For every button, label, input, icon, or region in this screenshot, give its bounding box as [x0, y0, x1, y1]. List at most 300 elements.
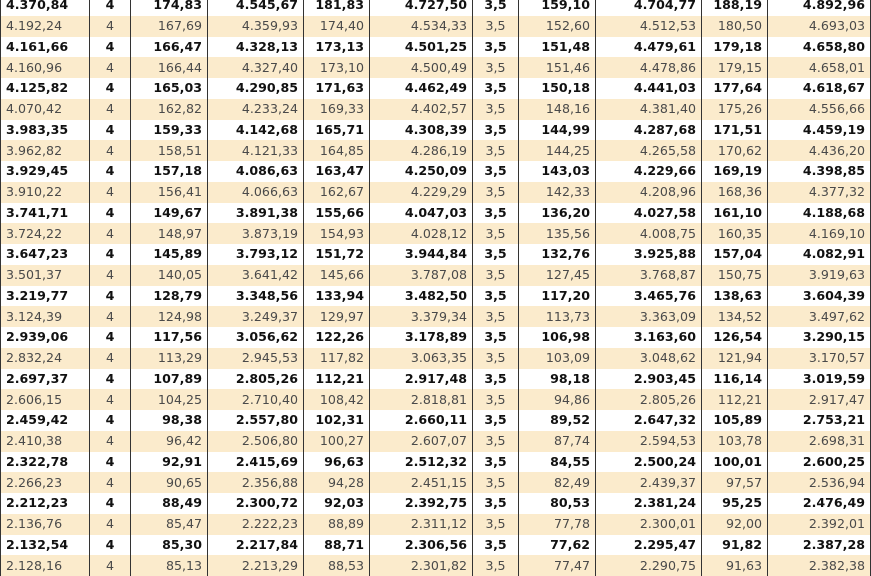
table-cell: 2.753,21 — [768, 410, 871, 431]
table-cell: 4.370,84 — [1, 0, 90, 16]
table-cell: 2.415,69 — [208, 452, 304, 473]
table-cell: 157,18 — [131, 161, 208, 182]
table-cell: 3.647,23 — [1, 244, 90, 265]
table-cell: 4 — [90, 555, 131, 576]
table-cell: 116,14 — [702, 369, 768, 390]
table-row — [1, 265, 871, 286]
table-cell: 4.327,40 — [208, 57, 304, 78]
table-cell: 154,93 — [304, 223, 370, 244]
table-row — [1, 535, 871, 556]
table-cell: 3,5 — [473, 265, 519, 286]
table-cell: 165,03 — [131, 78, 208, 99]
table-cell: 4.290,85 — [208, 78, 304, 99]
table-cell: 126,54 — [702, 327, 768, 348]
table-cell: 127,45 — [519, 265, 596, 286]
table-cell: 3,5 — [473, 0, 519, 16]
table-cell: 3.919,63 — [768, 265, 871, 286]
table-cell: 135,56 — [519, 223, 596, 244]
table-cell: 2.939,06 — [1, 327, 90, 348]
table-cell: 188,19 — [702, 0, 768, 16]
table-cell: 4.169,10 — [768, 223, 871, 244]
table-row — [1, 514, 871, 535]
table-cell: 3,5 — [473, 99, 519, 120]
table-row — [1, 410, 871, 431]
table-row — [1, 286, 871, 307]
table-cell: 2.217,84 — [208, 535, 304, 556]
table-cell: 4.359,93 — [208, 16, 304, 37]
table-cell: 177,64 — [702, 78, 768, 99]
table-cell: 97,57 — [702, 472, 768, 493]
table-cell: 3,5 — [473, 514, 519, 535]
table-cell: 173,10 — [304, 57, 370, 78]
table-row — [1, 0, 871, 16]
table-row — [1, 452, 871, 473]
table-row — [1, 306, 871, 327]
table-cell: 2.222,23 — [208, 514, 304, 535]
table-cell: 113,73 — [519, 306, 596, 327]
table-cell: 90,65 — [131, 472, 208, 493]
table-cell: 4.704,77 — [596, 0, 702, 16]
table-cell: 2.805,26 — [596, 389, 702, 410]
table-cell: 2.594,53 — [596, 431, 702, 452]
table-cell: 2.917,47 — [768, 389, 871, 410]
table-cell: 4 — [90, 431, 131, 452]
table-cell: 3.063,35 — [370, 348, 473, 369]
table-cell: 3.497,62 — [768, 306, 871, 327]
table-cell: 3,5 — [473, 223, 519, 244]
table-cell: 2.136,76 — [1, 514, 90, 535]
table-cell: 2.647,32 — [596, 410, 702, 431]
table-cell: 170,62 — [702, 140, 768, 161]
table-cell: 132,76 — [519, 244, 596, 265]
table-cell: 4.501,25 — [370, 37, 473, 58]
table-cell: 96,42 — [131, 431, 208, 452]
table-cell: 4 — [90, 452, 131, 473]
table-cell: 106,98 — [519, 327, 596, 348]
table-cell: 77,78 — [519, 514, 596, 535]
table-cell: 4.459,19 — [768, 120, 871, 141]
table-cell: 4.233,24 — [208, 99, 304, 120]
table-cell: 2.356,88 — [208, 472, 304, 493]
table-cell: 4.142,68 — [208, 120, 304, 141]
table-cell: 4 — [90, 493, 131, 514]
table-cell: 2.607,07 — [370, 431, 473, 452]
table-cell: 3,5 — [473, 369, 519, 390]
table-cell: 4.308,39 — [370, 120, 473, 141]
table-row — [1, 140, 871, 161]
table-cell: 3,5 — [473, 493, 519, 514]
table-cell: 4.658,80 — [768, 37, 871, 58]
table-cell: 88,71 — [304, 535, 370, 556]
table-cell: 3.793,12 — [208, 244, 304, 265]
table-cell: 4 — [90, 99, 131, 120]
table-row — [1, 203, 871, 224]
table-row — [1, 348, 871, 369]
table-cell: 3,5 — [473, 120, 519, 141]
table-cell: 165,71 — [304, 120, 370, 141]
table-cell: 4.545,67 — [208, 0, 304, 16]
table-cell: 3,5 — [473, 327, 519, 348]
table-cell: 151,72 — [304, 244, 370, 265]
table-cell: 2.306,56 — [370, 535, 473, 556]
table-cell: 151,46 — [519, 57, 596, 78]
table-cell: 2.698,31 — [768, 431, 871, 452]
table-row — [1, 389, 871, 410]
table-cell: 158,51 — [131, 140, 208, 161]
table-cell: 2.290,75 — [596, 555, 702, 576]
table-row — [1, 223, 871, 244]
table-cell: 4.125,82 — [1, 78, 90, 99]
table-cell: 4.556,66 — [768, 99, 871, 120]
table-cell: 3.178,89 — [370, 327, 473, 348]
table-cell: 145,89 — [131, 244, 208, 265]
table-row — [1, 431, 871, 452]
table-cell: 4 — [90, 244, 131, 265]
table-cell: 4 — [90, 410, 131, 431]
table-cell: 103,09 — [519, 348, 596, 369]
table-cell: 4.070,42 — [1, 99, 90, 120]
table-cell: 179,18 — [702, 37, 768, 58]
table-cell: 4.381,40 — [596, 99, 702, 120]
table-cell: 4 — [90, 265, 131, 286]
table-cell: 4.287,68 — [596, 120, 702, 141]
table-cell: 4.658,01 — [768, 57, 871, 78]
table-cell: 4 — [90, 514, 131, 535]
table-cell: 2.903,45 — [596, 369, 702, 390]
table-cell: 2.132,54 — [1, 535, 90, 556]
table-cell: 3.925,88 — [596, 244, 702, 265]
table-cell: 4.478,86 — [596, 57, 702, 78]
table-cell: 4 — [90, 348, 131, 369]
table-cell: 4.265,58 — [596, 140, 702, 161]
table-cell: 140,05 — [131, 265, 208, 286]
table-cell: 169,19 — [702, 161, 768, 182]
table-cell: 4 — [90, 286, 131, 307]
table-cell: 77,62 — [519, 535, 596, 556]
table-cell: 4.402,57 — [370, 99, 473, 120]
table-cell: 80,53 — [519, 493, 596, 514]
table-cell: 4.082,91 — [768, 244, 871, 265]
table-cell: 3,5 — [473, 472, 519, 493]
table-row — [1, 555, 871, 576]
table-cell: 3,5 — [473, 431, 519, 452]
table-cell: 91,63 — [702, 555, 768, 576]
table-cell: 113,29 — [131, 348, 208, 369]
table-cell: 107,89 — [131, 369, 208, 390]
table-cell: 85,13 — [131, 555, 208, 576]
table-cell: 3,5 — [473, 16, 519, 37]
table-cell: 2.557,80 — [208, 410, 304, 431]
table-cell: 2.295,47 — [596, 535, 702, 556]
table-cell: 3.249,37 — [208, 306, 304, 327]
table-cell: 94,28 — [304, 472, 370, 493]
table-cell: 149,67 — [131, 203, 208, 224]
table-cell: 3.787,08 — [370, 265, 473, 286]
table-cell: 3.910,22 — [1, 182, 90, 203]
table-cell: 92,91 — [131, 452, 208, 473]
table-cell: 2.300,01 — [596, 514, 702, 535]
table-cell: 2.301,82 — [370, 555, 473, 576]
table-cell: 4.086,63 — [208, 161, 304, 182]
table-cell: 2.381,24 — [596, 493, 702, 514]
table-cell: 4.208,96 — [596, 182, 702, 203]
table-body — [1, 0, 871, 576]
table-row — [1, 161, 871, 182]
table-cell: 2.439,37 — [596, 472, 702, 493]
table-cell: 4.436,20 — [768, 140, 871, 161]
table-row — [1, 472, 871, 493]
table-cell: 4 — [90, 140, 131, 161]
table-cell: 4.047,03 — [370, 203, 473, 224]
table-cell: 162,82 — [131, 99, 208, 120]
table-row — [1, 182, 871, 203]
table-cell: 3.465,76 — [596, 286, 702, 307]
table-cell: 3,5 — [473, 389, 519, 410]
table-cell: 2.606,15 — [1, 389, 90, 410]
table-cell: 4.008,75 — [596, 223, 702, 244]
table-cell: 3.962,82 — [1, 140, 90, 161]
table-cell: 117,82 — [304, 348, 370, 369]
table-cell: 4.479,61 — [596, 37, 702, 58]
table-cell: 2.392,75 — [370, 493, 473, 514]
table-cell: 88,53 — [304, 555, 370, 576]
table-cell: 4.160,96 — [1, 57, 90, 78]
table-cell: 2.600,25 — [768, 452, 871, 473]
table-cell: 3.741,71 — [1, 203, 90, 224]
table-cell: 3.768,87 — [596, 265, 702, 286]
table-cell: 181,83 — [304, 0, 370, 16]
table-cell: 3.929,45 — [1, 161, 90, 182]
table-cell: 2.917,48 — [370, 369, 473, 390]
table-cell: 4 — [90, 120, 131, 141]
table-cell: 89,52 — [519, 410, 596, 431]
table-cell: 102,31 — [304, 410, 370, 431]
table-cell: 92,03 — [304, 493, 370, 514]
table-cell: 148,97 — [131, 223, 208, 244]
table-cell: 168,36 — [702, 182, 768, 203]
table-cell: 3,5 — [473, 286, 519, 307]
table-cell: 105,89 — [702, 410, 768, 431]
table-cell: 4 — [90, 182, 131, 203]
table-cell: 3.348,56 — [208, 286, 304, 307]
table-cell: 2.459,42 — [1, 410, 90, 431]
table-cell: 2.128,16 — [1, 555, 90, 576]
table-cell: 155,66 — [304, 203, 370, 224]
table-cell: 3.724,22 — [1, 223, 90, 244]
table-cell: 77,47 — [519, 555, 596, 576]
table-cell: 112,21 — [702, 389, 768, 410]
table-cell: 3,5 — [473, 306, 519, 327]
table-cell: 4 — [90, 535, 131, 556]
table-cell: 3.501,37 — [1, 265, 90, 286]
table-cell: 171,51 — [702, 120, 768, 141]
table-cell: 4.066,63 — [208, 182, 304, 203]
table-cell: 4 — [90, 37, 131, 58]
table-cell: 4 — [90, 0, 131, 16]
table-cell: 4.398,85 — [768, 161, 871, 182]
table-cell: 133,94 — [304, 286, 370, 307]
table-cell: 151,48 — [519, 37, 596, 58]
table-cell: 169,33 — [304, 99, 370, 120]
table-cell: 98,18 — [519, 369, 596, 390]
table-cell: 148,16 — [519, 99, 596, 120]
table-cell: 117,56 — [131, 327, 208, 348]
table-cell: 2.512,32 — [370, 452, 473, 473]
table-cell: 3,5 — [473, 182, 519, 203]
table-row — [1, 37, 871, 58]
table-cell: 156,41 — [131, 182, 208, 203]
table-cell: 3,5 — [473, 555, 519, 576]
table-cell: 150,75 — [702, 265, 768, 286]
table-cell: 4.028,12 — [370, 223, 473, 244]
table-cell: 3.873,19 — [208, 223, 304, 244]
table-cell: 2.536,94 — [768, 472, 871, 493]
table-row — [1, 244, 871, 265]
table-cell: 4.500,49 — [370, 57, 473, 78]
table-cell: 4.534,33 — [370, 16, 473, 37]
table-cell: 3.983,35 — [1, 120, 90, 141]
table-cell: 4.462,49 — [370, 78, 473, 99]
table-cell: 103,78 — [702, 431, 768, 452]
table-cell: 160,35 — [702, 223, 768, 244]
table-cell: 167,69 — [131, 16, 208, 37]
table-cell: 95,25 — [702, 493, 768, 514]
table-cell: 4.892,96 — [768, 0, 871, 16]
table-cell: 2.710,40 — [208, 389, 304, 410]
table-row — [1, 327, 871, 348]
table-cell: 4 — [90, 78, 131, 99]
table-cell: 150,18 — [519, 78, 596, 99]
table-cell: 3,5 — [473, 78, 519, 99]
table-cell: 136,20 — [519, 203, 596, 224]
table-row — [1, 99, 871, 120]
table-cell: 138,63 — [702, 286, 768, 307]
table-cell: 180,50 — [702, 16, 768, 37]
table-cell: 2.805,26 — [208, 369, 304, 390]
table-cell: 143,03 — [519, 161, 596, 182]
table-cell: 161,10 — [702, 203, 768, 224]
table-cell: 3.170,57 — [768, 348, 871, 369]
table-cell: 2.311,12 — [370, 514, 473, 535]
table-cell: 4 — [90, 472, 131, 493]
table-cell: 2.387,28 — [768, 535, 871, 556]
table-row — [1, 16, 871, 37]
table-cell: 152,60 — [519, 16, 596, 37]
table-cell: 100,27 — [304, 431, 370, 452]
table-cell: 91,82 — [702, 535, 768, 556]
table-cell: 144,99 — [519, 120, 596, 141]
table-cell: 3.379,34 — [370, 306, 473, 327]
table-cell: 3,5 — [473, 452, 519, 473]
table-row — [1, 120, 871, 141]
table-cell: 4 — [90, 203, 131, 224]
table-cell: 4.188,68 — [768, 203, 871, 224]
table-cell: 2.322,78 — [1, 452, 90, 473]
table-cell: 3.019,59 — [768, 369, 871, 390]
table-cell: 84,55 — [519, 452, 596, 473]
table-cell: 4.377,32 — [768, 182, 871, 203]
table-row — [1, 493, 871, 514]
table-cell: 98,38 — [131, 410, 208, 431]
table-cell: 4 — [90, 161, 131, 182]
table-cell: 162,67 — [304, 182, 370, 203]
table-cell: 174,40 — [304, 16, 370, 37]
table-cell: 3,5 — [473, 140, 519, 161]
table-cell: 4 — [90, 306, 131, 327]
table-cell: 4.693,03 — [768, 16, 871, 37]
table-row — [1, 369, 871, 390]
table-cell: 2.382,38 — [768, 555, 871, 576]
table-cell: 108,42 — [304, 389, 370, 410]
table-cell: 159,10 — [519, 0, 596, 16]
table-cell: 164,85 — [304, 140, 370, 161]
table-cell: 3,5 — [473, 244, 519, 265]
table-cell: 2.945,53 — [208, 348, 304, 369]
table-cell: 94,86 — [519, 389, 596, 410]
table-cell: 3,5 — [473, 535, 519, 556]
table-cell: 174,83 — [131, 0, 208, 16]
table-cell: 4.250,09 — [370, 161, 473, 182]
table-cell: 4.328,13 — [208, 37, 304, 58]
table-cell: 3.604,39 — [768, 286, 871, 307]
table-cell: 159,33 — [131, 120, 208, 141]
table-cell: 100,01 — [702, 452, 768, 473]
table-cell: 85,47 — [131, 514, 208, 535]
table-cell: 4 — [90, 223, 131, 244]
table-cell: 2.410,38 — [1, 431, 90, 452]
table-cell: 3.891,38 — [208, 203, 304, 224]
table-cell: 4.121,33 — [208, 140, 304, 161]
table-cell: 144,25 — [519, 140, 596, 161]
table-cell: 173,13 — [304, 37, 370, 58]
table-cell: 4.229,29 — [370, 182, 473, 203]
table-cell: 4.286,19 — [370, 140, 473, 161]
table-cell: 3.048,62 — [596, 348, 702, 369]
table-cell: 128,79 — [131, 286, 208, 307]
table-cell: 4.229,66 — [596, 161, 702, 182]
table-cell: 166,47 — [131, 37, 208, 58]
table-cell: 3.290,15 — [768, 327, 871, 348]
table-cell: 4.192,24 — [1, 16, 90, 37]
table-cell: 3,5 — [473, 161, 519, 182]
table-cell: 4.727,50 — [370, 0, 473, 16]
table-cell: 4.618,67 — [768, 78, 871, 99]
table-cell: 3,5 — [473, 410, 519, 431]
table-cell: 3.124,39 — [1, 306, 90, 327]
table-cell: 4.512,53 — [596, 16, 702, 37]
table-cell: 166,44 — [131, 57, 208, 78]
table-cell: 4 — [90, 369, 131, 390]
table-cell: 142,33 — [519, 182, 596, 203]
table-cell: 2.660,11 — [370, 410, 473, 431]
table-cell: 2.506,80 — [208, 431, 304, 452]
table-cell: 4 — [90, 57, 131, 78]
table-cell: 3.163,60 — [596, 327, 702, 348]
table-cell: 3,5 — [473, 57, 519, 78]
table-cell: 88,89 — [304, 514, 370, 535]
table-cell: 2.832,24 — [1, 348, 90, 369]
table-cell: 163,47 — [304, 161, 370, 182]
table-cell: 85,30 — [131, 535, 208, 556]
table-cell: 92,00 — [702, 514, 768, 535]
table-cell: 88,49 — [131, 493, 208, 514]
table-cell: 3.363,09 — [596, 306, 702, 327]
table-cell: 2.392,01 — [768, 514, 871, 535]
table-cell: 175,26 — [702, 99, 768, 120]
table-cell: 129,97 — [304, 306, 370, 327]
table-cell: 2.300,72 — [208, 493, 304, 514]
table-cell: 121,94 — [702, 348, 768, 369]
